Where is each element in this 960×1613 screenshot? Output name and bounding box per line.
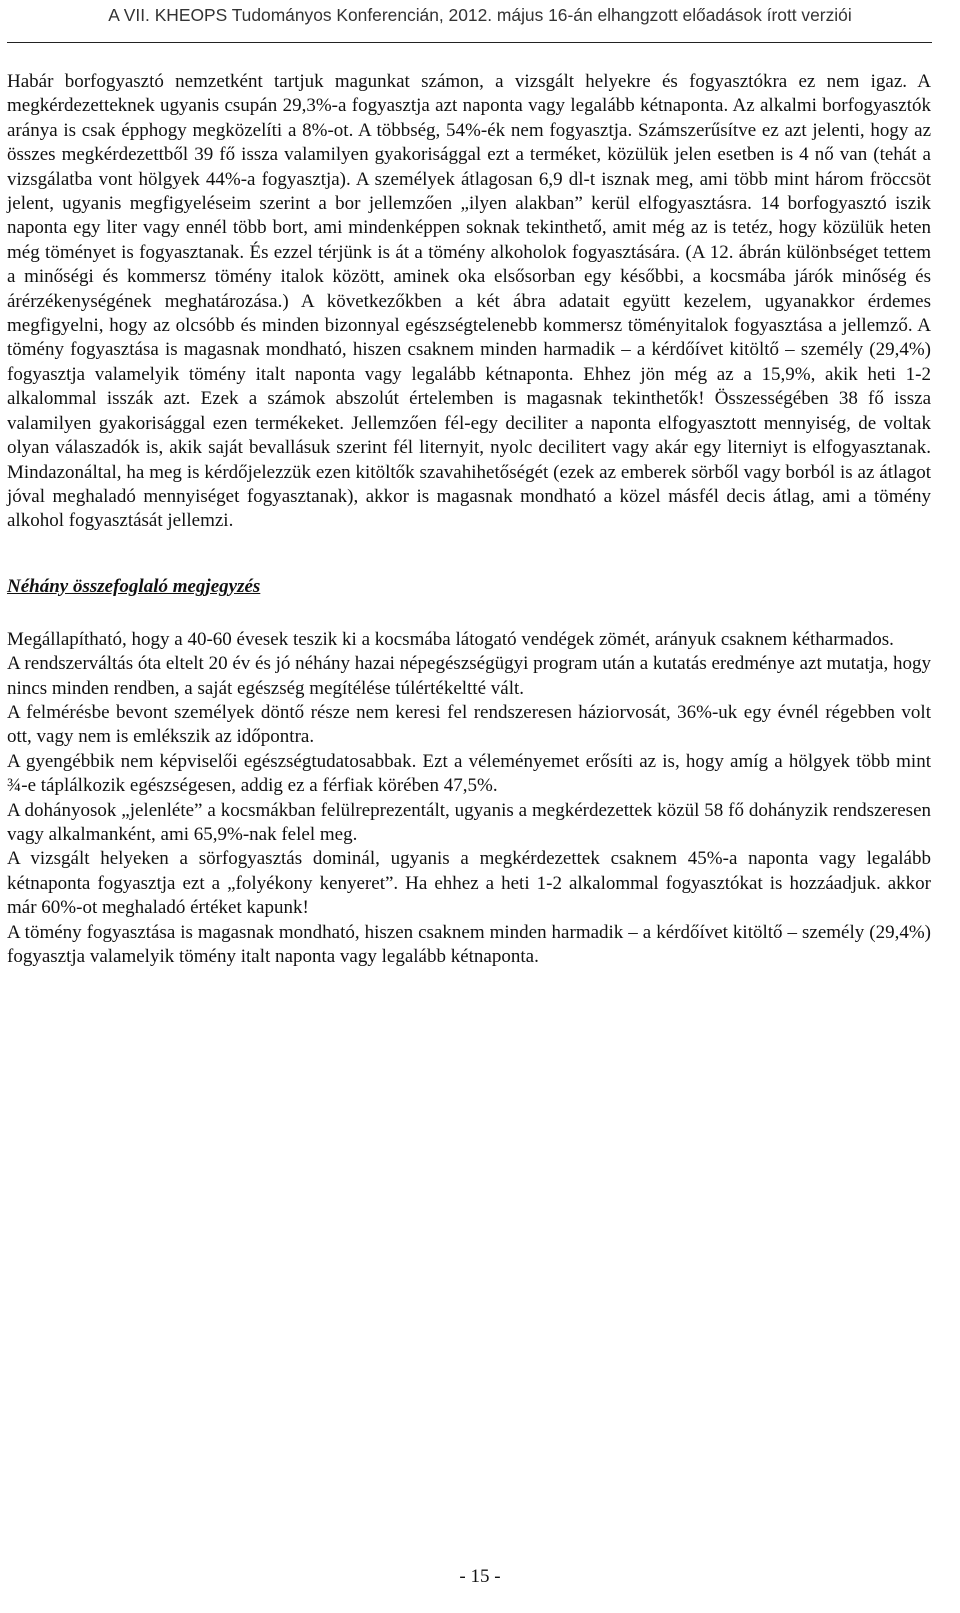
page-content [7, 70, 931, 969]
summary-paragraph: Megállapítható, hogy a 40-60 évesek teszik ki a kocsmába látogató vendégek zömét, arányuk csaknem kétharmados. [7, 628, 894, 650]
summary-list [7, 628, 931, 970]
page-number: - 15 - [459, 1566, 501, 1587]
body-paragraph: Habár borfogyasztó nemzetként tartjuk magunkat számon, a vizsgált helyekre és fogyasztókra ez nem igaz. A megkérdezetteknek ugyanis csupán 29,3%-a fogyasztja azt naponta vagy legalább kétnaponta. Az alkalmi borfogyasztók aránya is csak épphogy megközelíti a 8%-ot. A többség, 54%-ék nem fogyasztja. Számszerűsítve ez azt jelenti, hogy az összes megkérdezettből 39 fő issza valamilyen gyakorisággal ezt a terméket, közülük jelen esetben is 4 nő van (tehát a vizsgálatba vont hölgyek 44%-a fogyasztja). A személyek átlagosan 6,9 dl-t isznak meg, ami több mint három fröccsöt jelent, ugyanis megfigyeléseim szerint a bor jellemzően „ilyen alakban” kerül elfogyasztásra. 14 borfogyasztó iszik naponta egy liter vagy ennél több bort, ami mindenképpen soknak tekinthető, amit még az is tetéz, hogy közülük heten még töményet is fogyasztanak. És ezzel térjünk is át a tömény alkoholok fogyasztására. (A 12. ábrán különbséget tettem a minőségi és kommersz tömény italok között, aminek oka elsősorban egy későbbi, a kocsmába járók minőség és árérzékenységének meghatározása.) A következőkben a két ábra adatait együtt kezelem, ugyanakkor érdemes megfigyelni, hogy az olcsóbb és minden bizonnyal egészségtelenebb kommersz töményitalok fogyasztása a jellemző. A tömény fogyasztása is magasnak mondható, hiszen csaknem minden harmadik – a kérdőívet kitöltő – személy (29,4%) fogyasztja valamelyik tömény italt naponta vagy legalább kétnaponta. Ehhez jön még az a 15,9%, akik heti 1-2 alkalommal isszák azt. Ezek a számok abszolút értelemben is magasnak tekinthetők! Összességében 38 fő issza valamilyen gyakorisággal ezen termékeket. Jellemzően fél-egy deciliter a naponta elfogyasztott mennyiség, de voltak olyan válaszadók is, akik saját bevallásuk szerint fél liternyit, nyolc decilitert vagy akár egy literniyt is elfogyasztanak. Mindazonáltal, ha meg is kérdőjelezzük ezen kitöltők szavahihetőségét (ezek az emberek sörből vagy borból is az átlagot jóval meghaladó mennyiséget fogyasztanak), akkor is magasnak mondható a közel másfél decis átlag, ami a tömény alkohol fogyasztását jellemzi. [7, 71, 931, 532]
header-rule [7, 42, 932, 43]
section-title: Néhány összefoglaló megjegyzés [7, 575, 261, 597]
summary-paragraph: A vizsgált helyeken a sörfogyasztás dominál, ugyanis a megkérdezettek csaknem 45%-a naponta vagy legalább kétnaponta fogyasztja ezt a „folyékony kenyeret”. Ha ehhez a heti 1-2 alkalommal fogyasztókat is hozzáadjuk. akkor már 60%-ot meghaladó értéket kapunk! [7, 848, 931, 919]
summary-paragraph: A tömény fogyasztása is magasnak mondható, hiszen csaknem minden harmadik – a kérdőívet kitöltő – személy (29,4%) fogyasztja valamelyik tömény italt naponta vagy legalább kétnaponta. [7, 921, 931, 967]
summary-paragraph: A rendszerváltás óta eltelt 20 év és jó néhány hazai népegészségügyi program után a kutatás eredménye azt mutatja, hogy nincs minden rendben, a saját egészség megítélése túlértékeltté vált. [7, 653, 931, 699]
summary-paragraph: A felmérésbe bevont személyek döntő része nem keresi fel rendszeresen háziorvosát, 36%-uk egy évnél régebben volt ott, vagy nem is emlékszik az időpontra. [7, 701, 931, 748]
summary-paragraph: A dohányosok „jelenléte” a kocsmákban felülreprezentált, ugyanis a megkérdezettek közül 58 fő dohányzik rendszeresen vagy alkalmanként, ami 65,9%-nak felel meg. [7, 799, 931, 845]
summary-paragraph: A gyengébbik nem képviselői egészségtudatosabbak. Ezt a véleményemet erősíti az is, hogy amíg a hölgyek több mint ¾-e táplálkozik egészségesen, addig ez a férfiak körében 47,5%. [7, 750, 931, 797]
running-header: A VII. KHEOPS Tudományos Konferencián, 2012. május 16-án elhangzott előadások írott verziói [108, 5, 852, 25]
